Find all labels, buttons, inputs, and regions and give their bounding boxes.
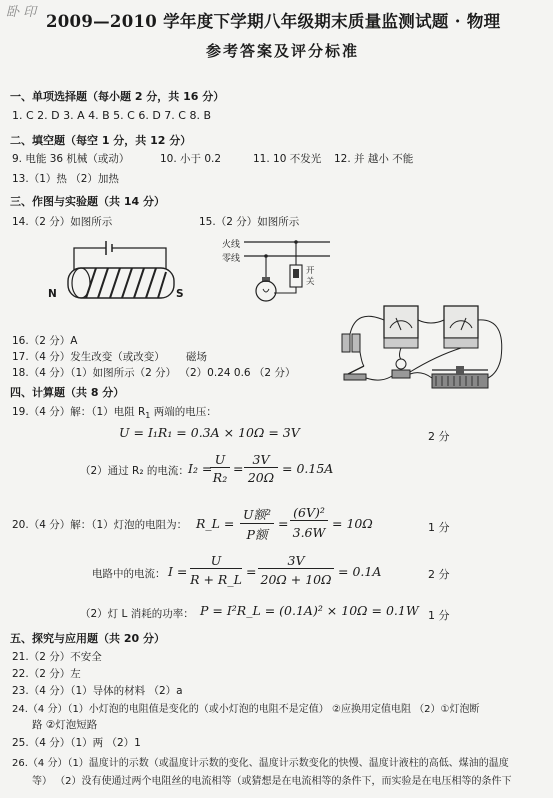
page-title: 2009—2010 学年度下学期八年级期末质量监测试题 · 物理 bbox=[46, 12, 501, 31]
answer-q21: 21.（2 分）不安全 bbox=[12, 651, 102, 663]
equation-19a: U = I₁R₁ = 0.3A × 10Ω = 3V bbox=[119, 425, 300, 440]
score-20c: 1 分 bbox=[428, 609, 450, 622]
answer-q12: 12. 并 越小 不能 bbox=[334, 153, 414, 165]
answer-q13: 13.（1）热 （2）加热 bbox=[12, 173, 119, 185]
equals-sign: = bbox=[278, 516, 289, 531]
q20b-label: 电路中的电流： bbox=[92, 568, 166, 580]
score-19a: 2 分 bbox=[428, 430, 450, 443]
answer-q9: 9. 电能 36 机械（或动） bbox=[12, 153, 130, 165]
equation-20a-mid-num: (6V)² bbox=[290, 505, 328, 521]
section-3-heading: 三、作图与实验题（共 14 分） bbox=[10, 195, 165, 208]
answer-q23: 23.（4 分）（1）导体的材料 （2）a bbox=[12, 685, 183, 697]
experiment-apparatus-figure bbox=[336, 298, 546, 408]
q20c-label: （2）灯 L 消耗的功率： bbox=[80, 608, 194, 620]
corner-handwriting: 卧 印 bbox=[6, 5, 37, 20]
answer-q18: 18.（4 分）（1）如图所示（2 分） （2）0.24 0.6 （2 分） bbox=[12, 367, 296, 379]
equation-19b-rhs: = 0.15A bbox=[282, 461, 334, 476]
answer-q19-intro: 19.（4 分）解：（1）电阻 $R_1$ 两端的电压： bbox=[12, 406, 217, 421]
live-wire-label: 火线 bbox=[222, 240, 241, 250]
answer-q20-intro: 20.（4 分）解：（1）灯泡的电阻为： bbox=[12, 519, 188, 531]
page-subtitle: 参考答案及评分标准 bbox=[206, 42, 360, 60]
section-4-heading: 四、计算题（共 8 分） bbox=[10, 386, 125, 399]
answer-q26-line2: 等） （2）没有使通过两个电阻丝的电流相等（或猜想是在电流相等的条件下，而实验是在电压相等的条件下 bbox=[32, 776, 512, 787]
answer-q11: 11. 10 不发光 bbox=[253, 153, 322, 165]
equals-sign: = bbox=[233, 461, 244, 476]
mc-answers: 1. C 2. D 3. A 4. B 5. C 6. D 7. C 8. B bbox=[12, 109, 212, 122]
equation-20a-rhs: = 10Ω bbox=[332, 516, 373, 531]
answer-q14: 14.（2 分）如图所示 bbox=[12, 216, 113, 228]
section-5-heading: 五、探究与应用题（共 20 分） bbox=[10, 632, 165, 645]
equation-20c: P = I²R_L = (0.1A)² × 10Ω = 0.1W bbox=[200, 603, 419, 618]
answer-q17: 17.（4 分）发生改变（或改变） bbox=[12, 351, 165, 363]
answer-q22: 22.（2 分）左 bbox=[12, 668, 81, 680]
equation-19b-lhs: I₂ = bbox=[188, 461, 213, 476]
answer-q26-line1: 26.（4 分）（1）温度计的示数（或温度计示数的变化、温度计示数变化的快慢、温度计液柱的高低、煤油的温度 bbox=[12, 758, 509, 769]
equation-20b-lhs: I = bbox=[168, 564, 188, 579]
equation-20b-den: R + R_L bbox=[190, 572, 242, 587]
answer-q17-field: 磁场 bbox=[186, 351, 207, 363]
switch-label-1: 开 bbox=[306, 266, 315, 276]
answer-q24-line2: 路 ②灯泡短路 bbox=[32, 719, 98, 731]
section-2-heading: 二、填空题（每空 1 分，共 12 分） bbox=[10, 134, 192, 147]
answer-q25: 25.（4 分）（1）两 （2）1 bbox=[12, 737, 141, 749]
score-20a: 1 分 bbox=[428, 521, 450, 534]
switch-label-2: 关 bbox=[306, 277, 315, 287]
equation-19b-num: U bbox=[210, 452, 230, 468]
equation-19b-den: R₂ bbox=[212, 470, 228, 485]
q19b-label: （2）通过 R₂ 的电流： bbox=[80, 465, 189, 477]
equation-20b-rhs: = 0.1A bbox=[338, 564, 382, 579]
equation-20b-mid-num: 3V bbox=[258, 553, 334, 569]
equation-20a-den: P额 bbox=[246, 527, 268, 542]
score-20b: 2 分 bbox=[428, 568, 450, 581]
pole-s-label: S bbox=[176, 288, 184, 300]
equation-19b-mid-den: 20Ω bbox=[247, 470, 275, 485]
answer-q10: 10. 小于 0.2 bbox=[160, 153, 222, 165]
neutral-wire-label: 零线 bbox=[222, 254, 241, 264]
equation-19b-mid-num: 3V bbox=[244, 452, 278, 468]
solenoid-figure bbox=[42, 240, 222, 320]
equation-20a-num: U额² bbox=[240, 505, 274, 524]
section-1-heading: 一、单项选择题（每小题 2 分，共 16 分） bbox=[10, 90, 225, 103]
answer-q16: 16.（2 分）A bbox=[12, 335, 78, 347]
equation-20b-num: U bbox=[190, 553, 242, 569]
equation-20b-mid-den: 20Ω + 10Ω bbox=[260, 572, 332, 587]
equation-20a-mid-den: 3.6W bbox=[292, 525, 326, 540]
answer-q24-line1: 24.（4 分）（1）小灯泡的电阻值是变化的（或小灯泡的电阻不是定值） ②应换用定值电阻 （2）①灯泡断 bbox=[12, 704, 480, 715]
pole-n-label: N bbox=[48, 288, 57, 300]
equation-20a-lhs: R_L = bbox=[196, 516, 235, 531]
answer-q15: 15.（2 分）如图所示 bbox=[199, 216, 300, 228]
equals-sign: = bbox=[246, 564, 257, 579]
